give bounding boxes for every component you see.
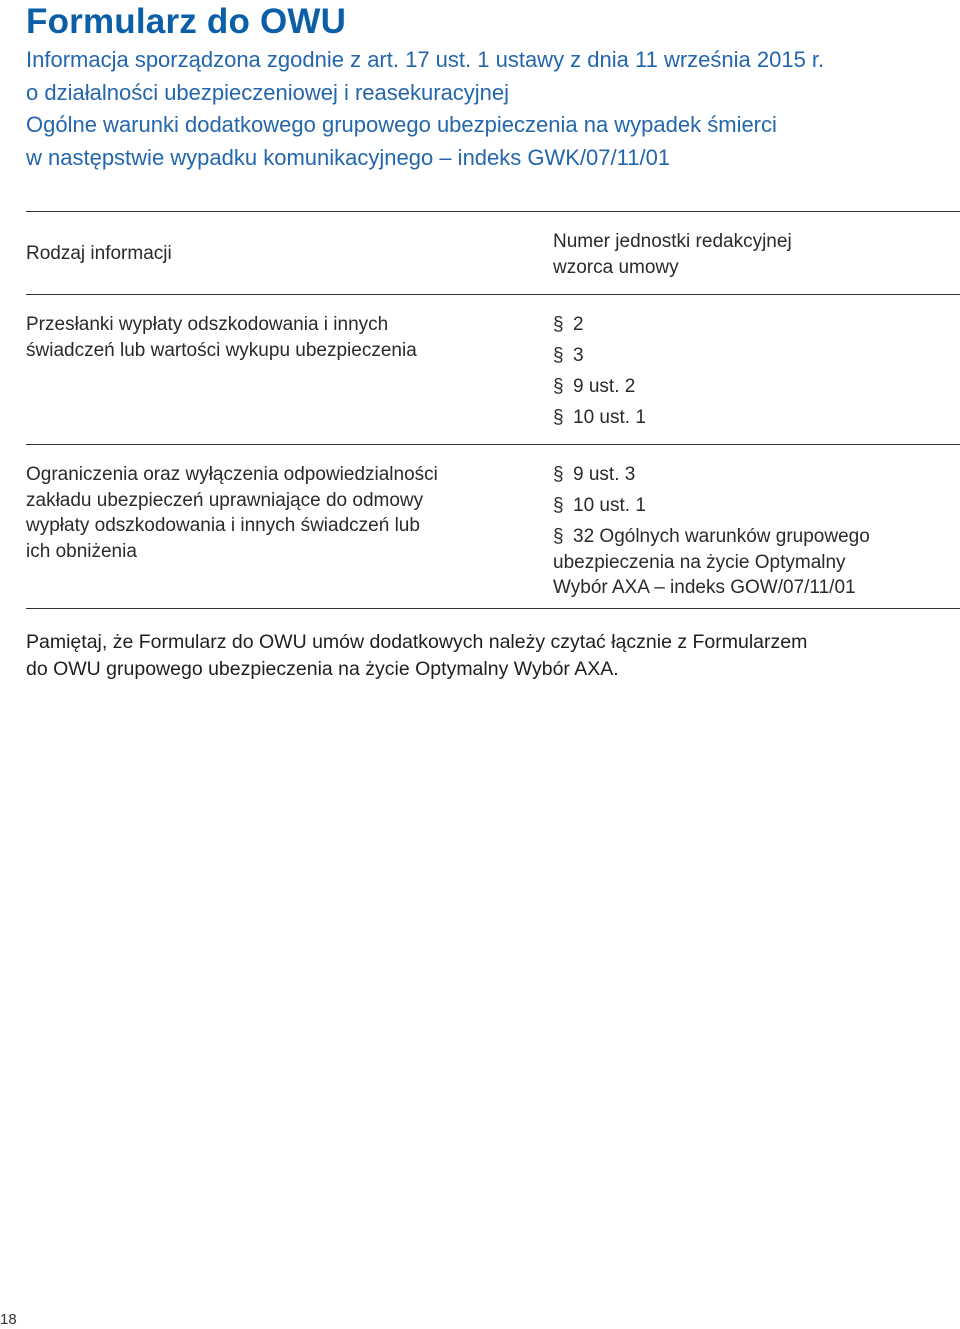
section-sign-icon: § — [553, 314, 564, 335]
table-top-rule — [26, 211, 960, 212]
section-sign-icon: § — [553, 407, 564, 428]
column-header-unit-number: Numer jednostki redakcyjnej wzorca umowy — [553, 231, 792, 278]
section-sign-icon: § — [553, 464, 564, 485]
table-row-2-ref: § 10 ust. 1 — [553, 493, 646, 519]
table-row-1-ref: § 9 ust. 2 — [553, 374, 635, 400]
section-sign-icon: § — [553, 345, 564, 366]
table-row-rule — [26, 444, 960, 445]
reading-note: Pamiętaj, że Formularz do OWU umów dodatkowych należy czytać łącznie z Formularzem do OWU grupowego ubezpieczenia na życie Optymalny Wybór AXA. — [26, 631, 808, 680]
subtitle-line: Ogólne warunki dodatkowego grupowego ubezpieczenia na wypadek śmierci — [26, 112, 777, 137]
page-title: Formularz do OWU — [26, 2, 347, 41]
section-sign-icon: § — [553, 526, 564, 547]
table-row-1-ref: § 2 — [553, 312, 584, 338]
table-row-1-ref: § 10 ust. 1 — [553, 405, 646, 431]
table-row-1-info: Przesłanki wypłaty odszkodowania i innych świadczeń lub wartości wykupu ubezpieczenia — [26, 314, 417, 361]
table-header-rule — [26, 294, 960, 295]
subtitle-line: w następstwie wypadku komunikacyjnego – indeks GWK/07/11/01 — [26, 144, 671, 170]
page-number: 18 — [0, 1311, 17, 1328]
page-subtitle — [26, 44, 824, 174]
column-header-info-type: Rodzaj informacji — [26, 243, 172, 264]
section-sign-icon: § — [553, 376, 564, 397]
table-row-1-ref: § 3 — [553, 343, 584, 369]
table-row-2-ref: § 32 Ogólnych warunków grupowego ubezpieczenia na życie Optymalny Wybór AXA – indeks GOW/07/11/01 — [553, 526, 870, 598]
subtitle-line: o działalności ubezpieczeniowej i reasekuracyjnej — [26, 79, 510, 105]
table-row-2-ref: § 9 ust. 3 — [553, 462, 635, 488]
section-sign-icon: § — [553, 495, 564, 516]
table-row-2-info: Ograniczenia oraz wyłączenia odpowiedzialności zakładu ubezpieczeń uprawniające do odmowy wypłaty odszkodowania i innych świadczeń lub ich obniżenia — [26, 464, 438, 562]
subtitle-line: Informacja sporządzona zgodnie z art. 17 ust. 1 ustawy z dnia 11 września 2015 r. — [26, 47, 825, 72]
table-bottom-rule — [26, 608, 960, 609]
